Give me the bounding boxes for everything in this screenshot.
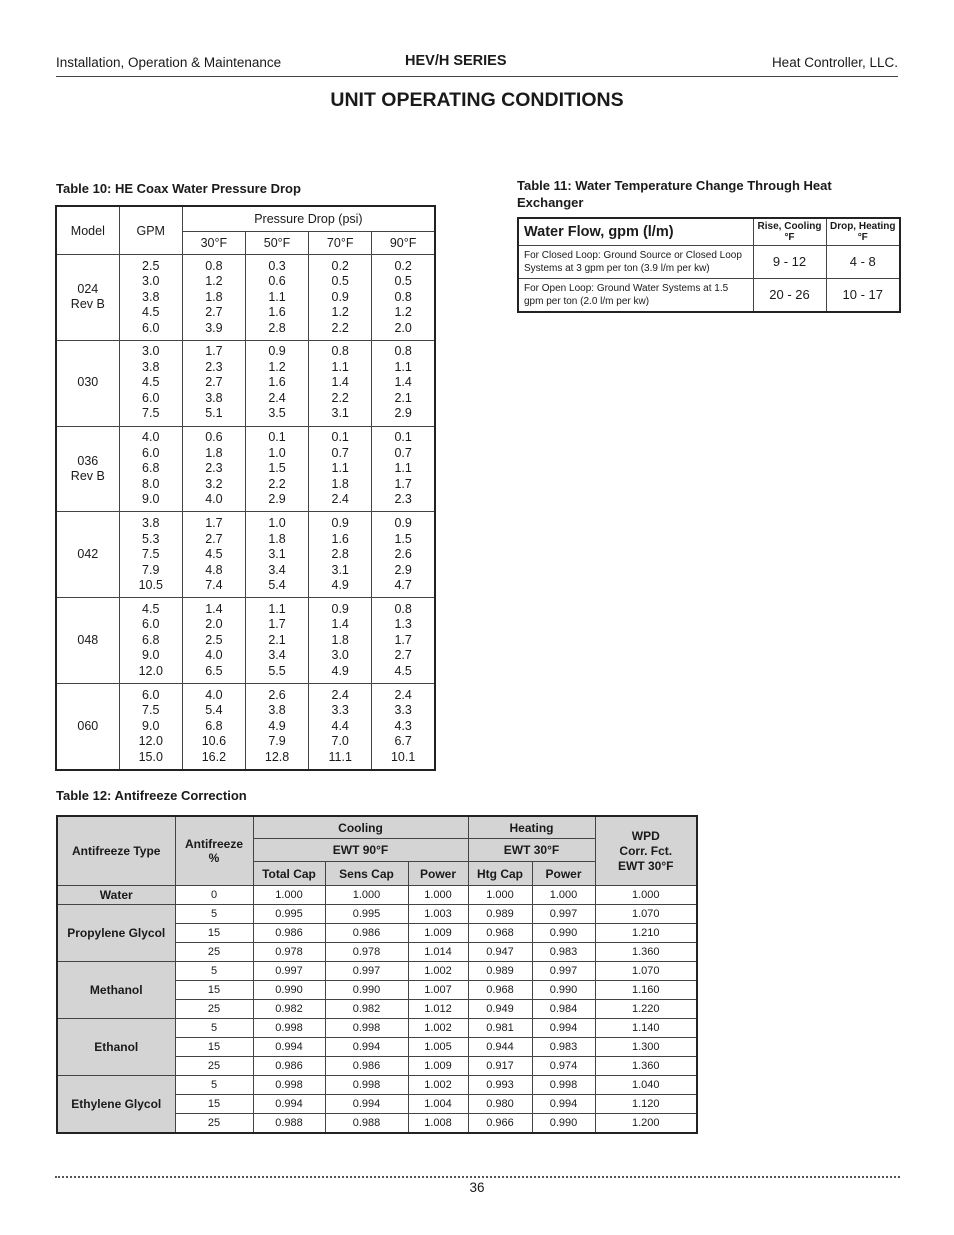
cell-t90: 0.8 1.3 1.7 2.7 4.5 <box>372 598 435 684</box>
value-cell: 1.014 <box>408 943 468 962</box>
cell-t90: 2.4 3.3 4.3 6.7 10.1 <box>372 684 435 770</box>
cell-model: 024 Rev B <box>56 255 119 341</box>
cell-t50: 0.9 1.2 1.6 2.4 3.5 <box>245 340 308 426</box>
antifreeze-correction-table <box>56 815 698 1134</box>
value-cell: 1.004 <box>408 1095 468 1114</box>
value-cell: 0.988 <box>253 1114 325 1134</box>
value-cell: 0.980 <box>468 1095 532 1114</box>
cell-t30: 1.7 2.7 4.5 4.8 7.4 <box>182 512 245 598</box>
value-cell: 1.003 <box>408 905 468 924</box>
temp-header: 90°F <box>372 232 435 255</box>
value-cell: 0.986 <box>325 1057 408 1076</box>
page-number: 36 <box>469 1180 485 1195</box>
value-cell: 5 <box>175 905 253 924</box>
value-cell: 0.997 <box>325 962 408 981</box>
cell-model: 042 <box>56 512 119 598</box>
table-row <box>56 340 435 426</box>
open-loop-drop: 10 - 17 <box>826 278 900 312</box>
value-cell: 0.978 <box>325 943 408 962</box>
value-cell: 0.968 <box>468 924 532 943</box>
cell-t50: 1.1 1.7 2.1 3.4 5.5 <box>245 598 308 684</box>
value-cell: 1.000 <box>325 886 408 905</box>
value-cell: 15 <box>175 981 253 1000</box>
total-cap-header: Total Cap <box>253 862 325 886</box>
value-cell: 1.009 <box>408 924 468 943</box>
cell-t30: 1.7 2.3 2.7 3.8 5.1 <box>182 340 245 426</box>
page-header <box>56 52 898 77</box>
value-cell: 1.220 <box>595 1000 697 1019</box>
value-cell: 0.997 <box>532 905 595 924</box>
value-cell: 0.998 <box>325 1076 408 1095</box>
value-cell: 0.994 <box>532 1095 595 1114</box>
value-cell: 1.000 <box>532 886 595 905</box>
value-cell: 0.993 <box>468 1076 532 1095</box>
closed-loop-drop: 4 - 8 <box>826 245 900 278</box>
wpd-header: WPD Corr. Fct. EWT 30°F <box>595 816 697 886</box>
value-cell: 0.982 <box>253 1000 325 1019</box>
value-cell: 25 <box>175 943 253 962</box>
temp-header: 30°F <box>182 232 245 255</box>
value-cell: 1.210 <box>595 924 697 943</box>
value-cell: 0.994 <box>325 1038 408 1057</box>
cell-gpm: 2.5 3.0 3.8 4.5 6.0 <box>119 255 182 341</box>
value-cell: 25 <box>175 1114 253 1134</box>
value-cell: 15 <box>175 924 253 943</box>
value-cell: 0.917 <box>468 1057 532 1076</box>
col-pressure-drop-header: Pressure Drop (psi) <box>182 206 435 232</box>
value-cell: 5 <box>175 962 253 981</box>
cell-t50: 2.6 3.8 4.9 7.9 12.8 <box>245 684 308 770</box>
header-series-text: HEV/H SERIES <box>405 53 507 69</box>
value-cell: 0.998 <box>253 1019 325 1038</box>
antifreeze-type-cell: Ethanol <box>57 1019 175 1076</box>
value-cell: 1.000 <box>253 886 325 905</box>
col-model-header: Model <box>56 206 119 255</box>
value-cell: 0.990 <box>532 981 595 1000</box>
cell-t30: 0.6 1.8 2.3 3.2 4.0 <box>182 426 245 512</box>
open-loop-rise: 20 - 26 <box>753 278 826 312</box>
value-cell: 0.998 <box>532 1076 595 1095</box>
rise-cooling-header: Rise, Cooling °F <box>753 218 826 245</box>
value-cell: 0.981 <box>468 1019 532 1038</box>
value-cell: 1.005 <box>408 1038 468 1057</box>
value-cell: 1.009 <box>408 1057 468 1076</box>
cell-t30: 0.8 1.2 1.8 2.7 3.9 <box>182 255 245 341</box>
header-left-text: Installation, Operation & Maintenance <box>56 55 282 70</box>
value-cell: 0.968 <box>468 981 532 1000</box>
value-cell: 0.986 <box>325 924 408 943</box>
table12-caption: Table 12: Antifreeze Correction <box>56 788 247 803</box>
table-row <box>56 426 435 512</box>
value-cell: 1.120 <box>595 1095 697 1114</box>
value-cell: 0.966 <box>468 1114 532 1134</box>
cell-t90: 0.1 0.7 1.1 1.7 2.3 <box>372 426 435 512</box>
cell-model: 030 <box>56 340 119 426</box>
cell-gpm: 3.0 3.8 4.5 6.0 7.5 <box>119 340 182 426</box>
value-cell: 1.008 <box>408 1114 468 1134</box>
ewt90-header: EWT 90°F <box>253 839 468 862</box>
value-cell: 1.160 <box>595 981 697 1000</box>
antifreeze-type-cell: Propylene Glycol <box>57 905 175 962</box>
value-cell: 0.978 <box>253 943 325 962</box>
value-cell: 0.990 <box>253 981 325 1000</box>
cell-t70: 0.8 1.1 1.4 2.2 3.1 <box>309 340 372 426</box>
htg-cap-header: Htg Cap <box>468 862 532 886</box>
cell-model: 060 <box>56 684 119 770</box>
value-cell: 0.974 <box>532 1057 595 1076</box>
value-cell: 15 <box>175 1095 253 1114</box>
value-cell: 1.002 <box>408 1076 468 1095</box>
pressure-drop-table <box>55 205 436 771</box>
open-loop-desc: For Open Loop: Ground Water Systems at 1.5 gpm per ton (2.0 l/m per kw) <box>518 278 753 312</box>
table-row <box>57 905 697 924</box>
cell-t70: 0.1 0.7 1.1 1.8 2.4 <box>309 426 372 512</box>
value-cell: 1.360 <box>595 1057 697 1076</box>
value-cell: 1.000 <box>408 886 468 905</box>
value-cell: 25 <box>175 1057 253 1076</box>
col-gpm-header: GPM <box>119 206 182 255</box>
cell-model: 048 <box>56 598 119 684</box>
temperature-change-table <box>517 217 901 313</box>
value-cell: 0.997 <box>532 962 595 981</box>
value-cell: 1.140 <box>595 1019 697 1038</box>
value-cell: 0.990 <box>532 924 595 943</box>
value-cell: 0.984 <box>532 1000 595 1019</box>
value-cell: 0.995 <box>253 905 325 924</box>
footer-divider <box>55 1176 900 1178</box>
heating-header: Heating <box>468 816 595 839</box>
cell-t30: 1.4 2.0 2.5 4.0 6.5 <box>182 598 245 684</box>
antifreeze-type-cell: Water <box>57 886 175 905</box>
table-row <box>57 1019 697 1038</box>
value-cell: 1.000 <box>468 886 532 905</box>
cell-t30: 4.0 5.4 6.8 10.6 16.2 <box>182 684 245 770</box>
table-row <box>57 1076 697 1095</box>
value-cell: 1.002 <box>408 1019 468 1038</box>
value-cell: 0.998 <box>325 1019 408 1038</box>
value-cell: 1.040 <box>595 1076 697 1095</box>
value-cell: 0.994 <box>253 1095 325 1114</box>
table-row <box>56 512 435 598</box>
value-cell: 0.949 <box>468 1000 532 1019</box>
page-title: UNIT OPERATING CONDITIONS <box>330 89 624 111</box>
value-cell: 1.070 <box>595 962 697 981</box>
value-cell: 0.997 <box>253 962 325 981</box>
table-row <box>57 962 697 981</box>
value-cell: 0.994 <box>253 1038 325 1057</box>
sens-cap-header: Sens Cap <box>325 862 408 886</box>
value-cell: 0.983 <box>532 943 595 962</box>
table10-caption: Table 10: HE Coax Water Pressure Drop <box>56 181 301 196</box>
value-cell: 0.994 <box>325 1095 408 1114</box>
cell-t70: 0.9 1.6 2.8 3.1 4.9 <box>309 512 372 598</box>
cell-t50: 1.0 1.8 3.1 3.4 5.4 <box>245 512 308 598</box>
antifreeze-type-cell: Ethylene Glycol <box>57 1076 175 1134</box>
table-row <box>56 684 435 770</box>
value-cell: 1.007 <box>408 981 468 1000</box>
antifreeze-type-header: Antifreeze Type <box>57 816 175 886</box>
cell-t90: 0.2 0.5 0.8 1.2 2.0 <box>372 255 435 341</box>
cell-model: 036 Rev B <box>56 426 119 512</box>
value-cell: 0.989 <box>468 905 532 924</box>
value-cell: 0.983 <box>532 1038 595 1057</box>
cell-t90: 0.9 1.5 2.6 2.9 4.7 <box>372 512 435 598</box>
antifreeze-pct-header: Antifreeze % <box>175 816 253 886</box>
value-cell: 0.998 <box>253 1076 325 1095</box>
drop-heating-header: Drop, Heating °F <box>826 218 900 245</box>
cell-gpm: 4.0 6.0 6.8 8.0 9.0 <box>119 426 182 512</box>
value-cell: 5 <box>175 1076 253 1095</box>
value-cell: 1.200 <box>595 1114 697 1134</box>
closed-loop-desc: For Closed Loop: Ground Source or Closed Loop Systems at 3 gpm per ton (3.9 l/m per kw) <box>518 245 753 278</box>
value-cell: 0.994 <box>532 1019 595 1038</box>
cell-gpm: 6.0 7.5 9.0 12.0 15.0 <box>119 684 182 770</box>
ewt30-header: EWT 30°F <box>468 839 595 862</box>
value-cell: 0.990 <box>325 981 408 1000</box>
value-cell: 1.070 <box>595 905 697 924</box>
power-heating-header: Power <box>532 862 595 886</box>
value-cell: 0.989 <box>468 962 532 981</box>
table-row <box>56 255 435 341</box>
value-cell: 0.988 <box>325 1114 408 1134</box>
cell-t90: 0.8 1.1 1.4 2.1 2.9 <box>372 340 435 426</box>
table-row <box>56 598 435 684</box>
power-cooling-header: Power <box>408 862 468 886</box>
value-cell: 1.012 <box>408 1000 468 1019</box>
header-company-text: Heat Controller, LLC. <box>771 55 898 70</box>
value-cell: 0.986 <box>253 1057 325 1076</box>
value-cell: 0 <box>175 886 253 905</box>
value-cell: 15 <box>175 1038 253 1057</box>
value-cell: 25 <box>175 1000 253 1019</box>
temp-header: 70°F <box>309 232 372 255</box>
cell-t70: 0.9 1.4 1.8 3.0 4.9 <box>309 598 372 684</box>
table-row <box>57 886 697 905</box>
value-cell: 0.986 <box>253 924 325 943</box>
closed-loop-rise: 9 - 12 <box>753 245 826 278</box>
value-cell: 0.990 <box>532 1114 595 1134</box>
value-cell: 5 <box>175 1019 253 1038</box>
cell-t70: 0.2 0.5 0.9 1.2 2.2 <box>309 255 372 341</box>
cell-t50: 0.3 0.6 1.1 1.6 2.8 <box>245 255 308 341</box>
cell-t50: 0.1 1.0 1.5 2.2 2.9 <box>245 426 308 512</box>
water-flow-header: Water Flow, gpm (l/m) <box>518 218 753 245</box>
cell-t70: 2.4 3.3 4.4 7.0 11.1 <box>309 684 372 770</box>
cell-gpm: 3.8 5.3 7.5 7.9 10.5 <box>119 512 182 598</box>
antifreeze-type-cell: Methanol <box>57 962 175 1019</box>
value-cell: 0.947 <box>468 943 532 962</box>
value-cell: 1.002 <box>408 962 468 981</box>
value-cell: 1.000 <box>595 886 697 905</box>
cell-gpm: 4.5 6.0 6.8 9.0 12.0 <box>119 598 182 684</box>
cooling-header: Cooling <box>253 816 468 839</box>
value-cell: 1.360 <box>595 943 697 962</box>
value-cell: 0.995 <box>325 905 408 924</box>
table11-caption: Table 11: Water Temperature Change Through Heat Exchanger <box>517 178 832 210</box>
value-cell: 0.944 <box>468 1038 532 1057</box>
value-cell: 1.300 <box>595 1038 697 1057</box>
temp-header: 50°F <box>245 232 308 255</box>
value-cell: 0.982 <box>325 1000 408 1019</box>
